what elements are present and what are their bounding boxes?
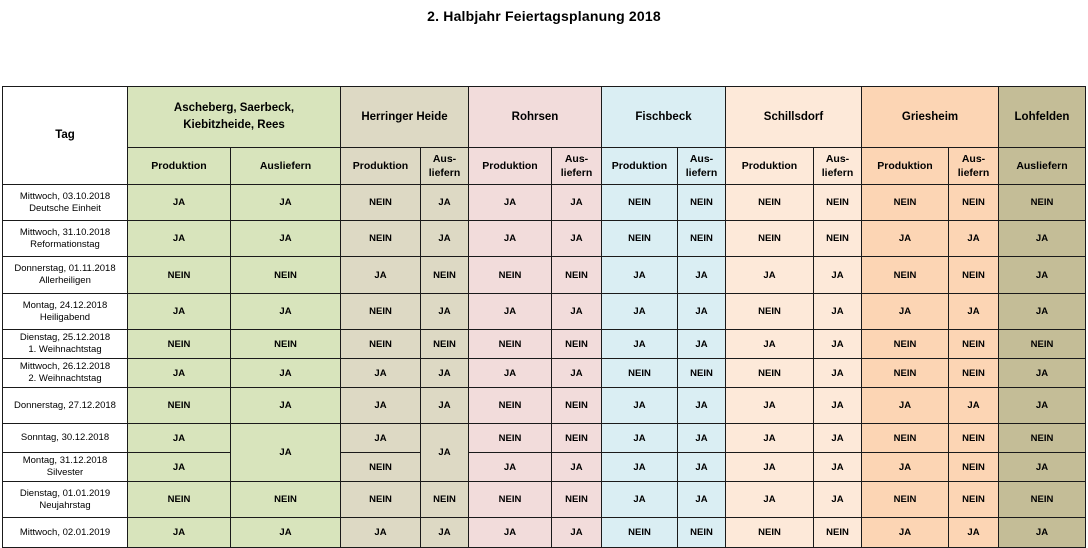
- table-row: [3, 294, 1086, 330]
- status-cell: NEIN: [341, 294, 421, 330]
- status-cell: JA: [602, 453, 678, 482]
- status-cell: JA: [341, 388, 421, 424]
- status-cell: NEIN: [469, 424, 552, 453]
- header-location-rohrsen: Rohrsen: [469, 87, 602, 148]
- status-cell: NEIN: [602, 518, 678, 548]
- status-cell: NEIN: [341, 453, 421, 482]
- row-holiday-name: Allerheiligen: [39, 275, 91, 286]
- status-cell: JA: [862, 453, 949, 482]
- status-cell: JA: [421, 424, 469, 482]
- row-holiday-name: Reformationstag: [30, 238, 100, 250]
- status-cell: JA: [341, 424, 421, 453]
- status-cell: NEIN: [862, 359, 949, 388]
- row-date-cell: [3, 257, 128, 294]
- header-location-herringer-heide: Herringer Heide: [341, 87, 469, 148]
- header-ausliefern-split: Aus- liefern: [814, 148, 862, 185]
- status-cell: JA: [421, 185, 469, 221]
- status-cell: JA: [421, 294, 469, 330]
- status-cell: NEIN: [726, 294, 814, 330]
- status-cell: JA: [469, 221, 552, 257]
- status-cell: JA: [602, 388, 678, 424]
- row-date-cell: [3, 185, 128, 221]
- page-title: 2. Halbjahr Feiertagsplanung 2018: [427, 8, 661, 24]
- table-row: [3, 221, 1086, 257]
- row-date-cell: [3, 482, 128, 518]
- status-cell: JA: [341, 257, 421, 294]
- row-date-cell: [3, 294, 128, 330]
- row-date: Dienstag, 01.01.2019: [19, 487, 111, 499]
- status-cell: NEIN: [552, 424, 602, 453]
- status-cell: JA: [602, 257, 678, 294]
- status-cell: JA: [602, 482, 678, 518]
- status-cell: NEIN: [862, 330, 949, 359]
- status-cell: NEIN: [678, 518, 726, 548]
- status-cell: JA: [814, 359, 862, 388]
- status-cell: JA: [128, 221, 231, 257]
- status-cell: JA: [421, 221, 469, 257]
- status-cell: JA: [949, 294, 999, 330]
- header-ausliefern-split: Aus- liefern: [678, 148, 726, 185]
- status-cell: JA: [128, 185, 231, 221]
- status-cell: JA: [949, 518, 999, 548]
- header-ausliefern-split: Aus- liefern: [421, 148, 469, 185]
- header-tag: Tag: [3, 87, 128, 185]
- status-cell: JA: [726, 257, 814, 294]
- status-cell: NEIN: [469, 388, 552, 424]
- header-produktion: Produktion: [862, 148, 949, 185]
- status-cell: JA: [814, 482, 862, 518]
- status-cell: NEIN: [726, 221, 814, 257]
- status-cell: NEIN: [726, 185, 814, 221]
- status-cell: NEIN: [469, 330, 552, 359]
- row-date: Mittwoch, 02.01.2019: [19, 526, 111, 538]
- status-cell: JA: [862, 221, 949, 257]
- row-date: Mittwoch, 31.10.2018: [19, 226, 111, 238]
- status-cell: NEIN: [814, 518, 862, 548]
- header-location-ascheberg: Ascheberg, Saerbeck, Kiebitzheide, Rees: [128, 87, 341, 148]
- status-cell: NEIN: [231, 482, 341, 518]
- status-cell: NEIN: [814, 185, 862, 221]
- header-ausliefern-split: Aus- liefern: [552, 148, 602, 185]
- status-cell: NEIN: [949, 482, 999, 518]
- table-row: [3, 185, 1086, 221]
- row-date-cell: [3, 388, 128, 424]
- row-holiday-name: 1. Weihnachtstag: [28, 344, 102, 355]
- status-cell: JA: [128, 294, 231, 330]
- row-date: Sonntag, 30.12.2018: [20, 432, 110, 443]
- status-cell: NEIN: [999, 424, 1086, 453]
- status-cell: JA: [552, 221, 602, 257]
- status-cell: JA: [678, 257, 726, 294]
- row-holiday-name: Heiligabend: [39, 311, 91, 323]
- status-cell: JA: [814, 453, 862, 482]
- status-cell: JA: [231, 185, 341, 221]
- status-cell: NEIN: [862, 424, 949, 453]
- status-cell: NEIN: [231, 257, 341, 294]
- status-cell: JA: [678, 388, 726, 424]
- status-cell: NEIN: [421, 257, 469, 294]
- row-date-cell: [3, 221, 128, 257]
- status-cell: NEIN: [862, 482, 949, 518]
- status-cell: NEIN: [678, 359, 726, 388]
- status-cell: NEIN: [678, 221, 726, 257]
- status-cell: JA: [999, 388, 1086, 424]
- status-cell: JA: [341, 359, 421, 388]
- table-row: [3, 424, 1086, 453]
- status-cell: JA: [678, 424, 726, 453]
- row-date-cell: [3, 359, 128, 388]
- status-cell: NEIN: [552, 257, 602, 294]
- status-cell: JA: [814, 330, 862, 359]
- status-cell: JA: [552, 453, 602, 482]
- status-cell: NEIN: [999, 482, 1086, 518]
- status-cell: JA: [128, 518, 231, 548]
- status-cell: JA: [128, 424, 231, 453]
- status-cell: JA: [726, 330, 814, 359]
- status-cell: NEIN: [999, 185, 1086, 221]
- status-cell: NEIN: [949, 424, 999, 453]
- status-cell: JA: [602, 330, 678, 359]
- status-cell: JA: [602, 294, 678, 330]
- row-date: Donnerstag, 27.12.2018: [14, 399, 116, 411]
- header-ausliefern-split: Aus- liefern: [949, 148, 999, 185]
- table-body: [3, 87, 1086, 548]
- status-cell: NEIN: [128, 388, 231, 424]
- status-cell: JA: [231, 424, 341, 482]
- status-cell: NEIN: [949, 257, 999, 294]
- row-date-cell: [3, 518, 128, 548]
- row-date: Donnerstag, 01.11.2018: [14, 263, 116, 274]
- header-location-schillsdorf: Schillsdorf: [726, 87, 862, 148]
- status-cell: NEIN: [814, 221, 862, 257]
- status-cell: JA: [999, 359, 1086, 388]
- status-cell: NEIN: [949, 185, 999, 221]
- status-cell: NEIN: [421, 330, 469, 359]
- header-location-griesheim: Griesheim: [862, 87, 999, 148]
- table-row: [3, 257, 1086, 294]
- table-row: [3, 388, 1086, 424]
- status-cell: NEIN: [602, 221, 678, 257]
- status-cell: JA: [814, 424, 862, 453]
- status-cell: NEIN: [552, 388, 602, 424]
- status-cell: JA: [814, 388, 862, 424]
- status-cell: NEIN: [602, 359, 678, 388]
- status-cell: JA: [128, 359, 231, 388]
- status-cell: NEIN: [726, 518, 814, 548]
- status-cell: JA: [999, 518, 1086, 548]
- status-cell: JA: [678, 294, 726, 330]
- status-cell: JA: [421, 359, 469, 388]
- status-cell: NEIN: [949, 453, 999, 482]
- status-cell: JA: [128, 453, 231, 482]
- header-ausliefern: Ausliefern: [231, 148, 341, 185]
- status-cell: NEIN: [231, 330, 341, 359]
- status-cell: JA: [552, 359, 602, 388]
- status-cell: JA: [726, 388, 814, 424]
- status-cell: NEIN: [862, 257, 949, 294]
- status-cell: JA: [999, 453, 1086, 482]
- table-row: [3, 453, 1086, 482]
- status-cell: NEIN: [128, 257, 231, 294]
- status-cell: JA: [231, 359, 341, 388]
- status-cell: NEIN: [128, 330, 231, 359]
- status-cell: JA: [862, 388, 949, 424]
- status-cell: NEIN: [341, 482, 421, 518]
- row-holiday-name: Neujahrstag: [39, 499, 91, 511]
- status-cell: JA: [469, 185, 552, 221]
- row-date-cell: [3, 424, 128, 453]
- status-cell: JA: [469, 294, 552, 330]
- row-date-cell: [3, 453, 128, 482]
- status-cell: JA: [949, 221, 999, 257]
- status-cell: NEIN: [678, 185, 726, 221]
- status-cell: JA: [552, 185, 602, 221]
- status-cell: JA: [678, 330, 726, 359]
- status-cell: NEIN: [862, 185, 949, 221]
- status-cell: JA: [341, 518, 421, 548]
- row-date-cell: [3, 330, 128, 359]
- status-cell: JA: [726, 453, 814, 482]
- row-holiday-name: Deutsche Einheit: [29, 202, 101, 214]
- status-cell: JA: [469, 359, 552, 388]
- status-cell: NEIN: [341, 330, 421, 359]
- status-cell: NEIN: [552, 482, 602, 518]
- status-cell: JA: [949, 388, 999, 424]
- row-date: Montag, 31.12.2018: [22, 455, 108, 466]
- status-cell: JA: [814, 294, 862, 330]
- status-cell: JA: [469, 518, 552, 548]
- row-date: Dienstag, 25.12.2018: [19, 332, 111, 343]
- table-row: [3, 330, 1086, 359]
- status-cell: NEIN: [602, 185, 678, 221]
- row-date: Mittwoch, 26.12.2018: [19, 361, 111, 372]
- status-cell: NEIN: [421, 482, 469, 518]
- header-ausliefern: Ausliefern: [999, 148, 1086, 185]
- header-produktion: Produktion: [469, 148, 552, 185]
- status-cell: NEIN: [341, 221, 421, 257]
- header-produktion: Produktion: [726, 148, 814, 185]
- status-cell: JA: [999, 221, 1086, 257]
- status-cell: JA: [469, 453, 552, 482]
- status-cell: JA: [421, 518, 469, 548]
- status-cell: JA: [421, 388, 469, 424]
- status-cell: NEIN: [469, 257, 552, 294]
- status-cell: JA: [814, 257, 862, 294]
- holiday-plan-table: [2, 86, 1086, 548]
- status-cell: JA: [231, 388, 341, 424]
- table-row: [3, 359, 1086, 388]
- header-location-lohfelden: Lohfelden: [999, 87, 1086, 148]
- status-cell: NEIN: [128, 482, 231, 518]
- status-cell: JA: [862, 518, 949, 548]
- status-cell: JA: [999, 257, 1086, 294]
- row-holiday-name: 2. Weihnachtstag: [28, 373, 102, 384]
- status-cell: NEIN: [999, 330, 1086, 359]
- status-cell: NEIN: [552, 330, 602, 359]
- status-cell: JA: [678, 453, 726, 482]
- status-cell: JA: [231, 518, 341, 548]
- status-cell: JA: [231, 221, 341, 257]
- status-cell: NEIN: [949, 359, 999, 388]
- row-date: Montag, 24.12.2018: [22, 299, 108, 311]
- status-cell: NEIN: [726, 359, 814, 388]
- status-cell: JA: [602, 424, 678, 453]
- header-produktion: Produktion: [341, 148, 421, 185]
- status-cell: JA: [999, 294, 1086, 330]
- status-cell: JA: [552, 518, 602, 548]
- status-cell: JA: [862, 294, 949, 330]
- header-produktion: Produktion: [128, 148, 231, 185]
- table-row: [3, 482, 1086, 518]
- header-produktion: Produktion: [602, 148, 678, 185]
- status-cell: NEIN: [341, 185, 421, 221]
- header-row-activities: [3, 148, 1086, 185]
- header-row-locations: [3, 87, 1086, 148]
- table-row: [3, 518, 1086, 548]
- status-cell: JA: [726, 424, 814, 453]
- status-cell: JA: [552, 294, 602, 330]
- status-cell: JA: [678, 482, 726, 518]
- header-location-fischbeck: Fischbeck: [602, 87, 726, 148]
- status-cell: JA: [726, 482, 814, 518]
- status-cell: NEIN: [949, 330, 999, 359]
- status-cell: JA: [231, 294, 341, 330]
- row-date: Mittwoch, 03.10.2018: [19, 190, 111, 202]
- row-holiday-name: Silvester: [46, 467, 84, 478]
- status-cell: NEIN: [469, 482, 552, 518]
